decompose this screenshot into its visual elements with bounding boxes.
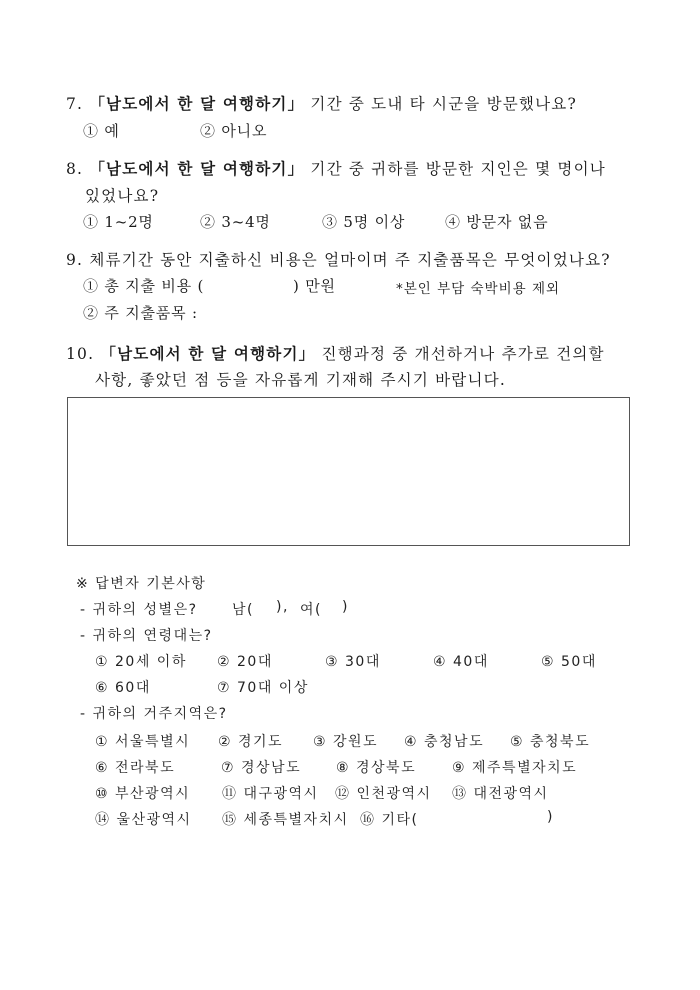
region-option-1[interactable]: ① 서울특별시 bbox=[95, 734, 191, 750]
q10-number: 10. bbox=[66, 345, 95, 363]
q7-number: 7. bbox=[66, 95, 84, 113]
gender-male-field[interactable] bbox=[254, 600, 274, 616]
q8-text-line2: 있었나요? bbox=[85, 187, 160, 205]
question-9 bbox=[66, 248, 611, 270]
region-option-12[interactable]: ⑫ 인천광역시 bbox=[335, 786, 432, 802]
q7-program-title: 「남도에서 한 달 여행하기」 bbox=[89, 94, 305, 113]
age-option-3[interactable]: ③ 30대 bbox=[325, 654, 381, 670]
region-option-4[interactable]: ④ 충청남도 bbox=[404, 734, 485, 750]
q10-text-line2: 사항, 좋았던 점 등을 자유롭게 기재해 주시기 바랍니다. bbox=[95, 371, 506, 389]
q9-total-cost-field[interactable] bbox=[232, 276, 292, 294]
q8-option-1[interactable]: ① 1~2명 bbox=[83, 213, 154, 231]
q7-option-yes[interactable]: ① 예 bbox=[83, 122, 120, 140]
region-other-close: ) bbox=[547, 809, 554, 825]
q9-total-cost-unit: ) 만원 bbox=[293, 277, 336, 295]
age-option-5[interactable]: ⑤ 50대 bbox=[541, 654, 597, 670]
q9-note: *본인 부담 숙박비용 제외 bbox=[396, 281, 561, 297]
age-option-7[interactable]: ⑦ 70대 이상 bbox=[217, 680, 309, 696]
age-option-6[interactable]: ⑥ 60대 bbox=[95, 680, 151, 696]
gender-female-close: ) bbox=[342, 599, 349, 615]
question-7 bbox=[66, 92, 577, 114]
q9-total-cost-label: ① 총 지출 비용 ( bbox=[83, 277, 205, 295]
region-other-field[interactable] bbox=[435, 810, 545, 826]
age-label: - 귀하의 연령대는? bbox=[80, 628, 213, 644]
age-option-1[interactable]: ① 20세 이하 bbox=[95, 654, 187, 670]
region-option-8[interactable]: ⑧ 경상북도 bbox=[336, 760, 417, 776]
region-option-2[interactable]: ② 경기도 bbox=[218, 734, 284, 750]
region-option-6[interactable]: ⑥ 전라북도 bbox=[95, 760, 176, 776]
gender-female-field[interactable] bbox=[322, 600, 342, 616]
q10-answer-box[interactable] bbox=[67, 397, 630, 546]
age-option-4[interactable]: ④ 40대 bbox=[433, 654, 489, 670]
q8-number: 8. bbox=[66, 160, 84, 178]
gender-male-label: 남( bbox=[232, 602, 254, 618]
region-option-15[interactable]: ⑮ 세종특별자치시 bbox=[222, 812, 349, 828]
region-option-13[interactable]: ⑬ 대전광역시 bbox=[452, 786, 549, 802]
gender-label: - 귀하의 성별은? bbox=[80, 602, 198, 618]
q8-program-title: 「남도에서 한 달 여행하기」 bbox=[89, 159, 305, 178]
gender-male-close: ), bbox=[276, 599, 289, 615]
region-option-3[interactable]: ③ 강원도 bbox=[313, 734, 379, 750]
region-option-10[interactable]: ⑩ 부산광역시 bbox=[95, 786, 191, 802]
q9-main-item-label: ② 주 지출품목 : bbox=[83, 304, 198, 322]
region-option-11[interactable]: ⑪ 대구광역시 bbox=[222, 786, 319, 802]
q8-option-2[interactable]: ② 3~4명 bbox=[200, 213, 271, 231]
region-option-5[interactable]: ⑤ 충청북도 bbox=[510, 734, 591, 750]
question-8 bbox=[66, 157, 606, 179]
region-option-14[interactable]: ⑭ 울산광역시 bbox=[95, 812, 192, 828]
q8-text-line1: 기간 중 귀하를 방문한 지인은 몇 명이나 bbox=[304, 160, 606, 178]
q9-main-item-field[interactable] bbox=[215, 302, 615, 320]
q8-option-4[interactable]: ④ 방문자 없음 bbox=[445, 213, 549, 231]
q7-option-no[interactable]: ② 아니오 bbox=[200, 122, 268, 140]
gender-female-label: 여( bbox=[300, 602, 322, 618]
region-option-9[interactable]: ⑨ 제주특별자치도 bbox=[452, 760, 578, 776]
region-option-7[interactable]: ⑦ 경상남도 bbox=[221, 760, 302, 776]
q8-option-3[interactable]: ③ 5명 이상 bbox=[322, 213, 406, 231]
age-option-2[interactable]: ② 20대 bbox=[217, 654, 273, 670]
q10-text-line1: 진행과정 중 개선하거나 추가로 건의할 bbox=[315, 345, 605, 363]
respondent-heading: ※ 답변자 기본사항 bbox=[76, 576, 207, 592]
q10-program-title: 「남도에서 한 달 여행하기」 bbox=[100, 344, 316, 363]
q9-number: 9. bbox=[66, 251, 84, 269]
region-label: - 귀하의 거주지역은? bbox=[80, 706, 228, 722]
question-10 bbox=[66, 342, 605, 364]
region-option-16[interactable]: ⑯ 기타( bbox=[360, 812, 419, 828]
q9-text: 체류기간 동안 지출하신 비용은 얼마이며 주 지출품목은 무엇이었나요? bbox=[89, 251, 611, 269]
q7-text: 기간 중 도내 타 시군을 방문했나요? bbox=[304, 95, 577, 113]
